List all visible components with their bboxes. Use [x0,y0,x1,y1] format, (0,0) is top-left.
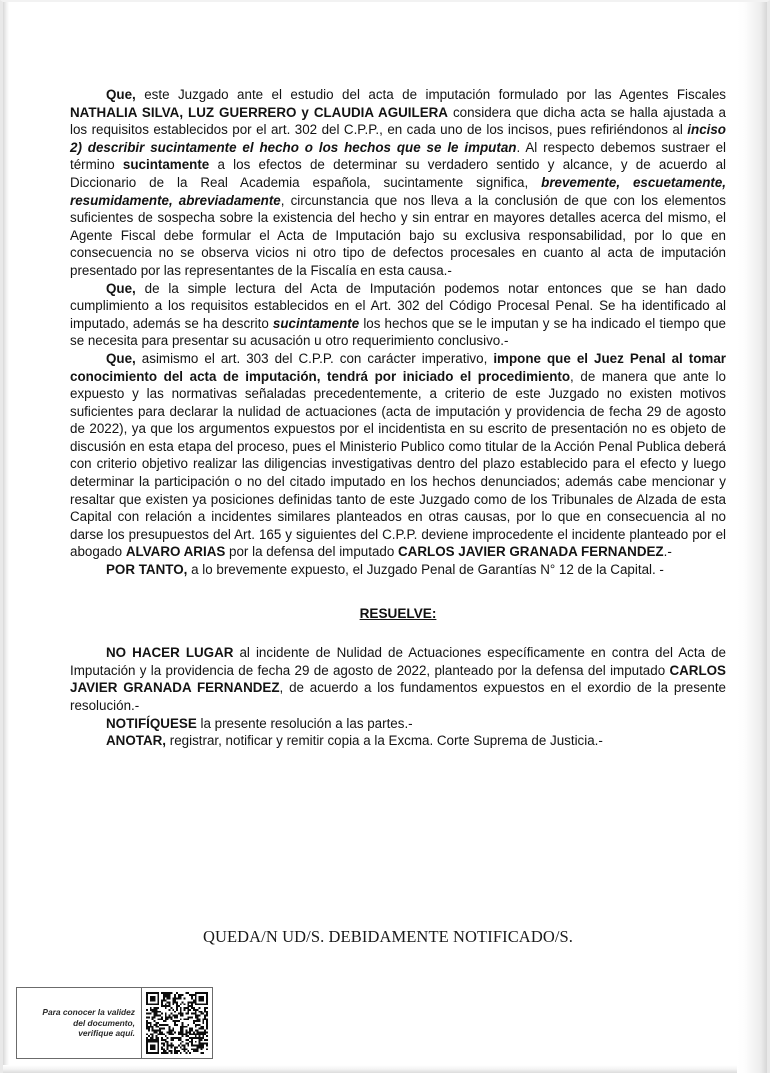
qr-code-icon[interactable] [142,988,212,1058]
paragraph-3: Que, asimismo el art. 303 del C.P.P. con carácter imperativo, impone que el Juez Penal al tomar conocimiento del acta de imputación, tendrá por iniciado el procedimiento, de manera que ante lo expuesto y las normativas señaladas precedentemente, a criterio de este Juzgado no existen motivos suficientes para declarar la nulidad de actuaciones (acta de imputación y providencia de fecha 29 de agosto de 2022), ya que los argumentos expuestos por el incidentista en su escrito de presentación no es objeto de discusión en esta etapa del proceso, pues el Ministerio Publico como titular de la Acción Penal Publica deberá con criterio objetivo realizar las diligencias investigativas dentro del plazo establecido para el efecto y luego determinar la participación o no del citado imputado en los hechos denunciados; además cabe mencionar y resaltar que existen ya posiciones definidas tanto de este Juzgado como de los Tribunales de Alzada de esta Capital con relación a incidentes similares planteados en otras causas, por lo que en consecuencia al no darse los presupuestos del Art. 165 y siguientes del C.P.P. deviene improcedente el incidente planteado por el abogado ALVARO ARIAS por la defensa del imputado CARLOS JAVIER GRANADA FERNANDEZ.- [70,350,726,560]
page-bottom-edge [3,1065,767,1073]
document-validation-stamp [16,987,213,1059]
paragraph-1: Que, este Juzgado ante el estudio del acta de imputación formulado por las Agentes Fiscales NATHALIA SILVA, LUZ GUERRERO y CLAUDIA AGUILERA considera que dicha acta se halla ajustada a los requisitos establecidos por el art. 302 del C.P.P., en cada uno de los incisos, pues refiriéndonos al inciso 2) describir sucintamente el hecho o los hechos que se le imputan. Al respecto debemos sustraer el término sucintamente a los efectos de determinar su verdadero sentido y alcance, y de acuerdo al Diccionario de la Real Academia española, sucintamente significa, brevemente, escuetamente, resumidamente, abreviadamente, circunstancia que nos lleva a la conclusión de que con los elementos suficientes de sospecha sobre la existencia del hecho y sin entrar en mayores detalles acerca del mismo, el Agente Fiscal debe formular el Acta de Imputación bajo su exclusiva responsabilidad, por lo que en consecuencia no se observa vicios ni otro tipo de defectos procesales en cuanto al acta de imputación presentado por las representantes de la Fiscalía en esta causa.- [70,87,726,278]
resolution-item-3: ANOTAR, registrar, notificar y remitir copia a la Excma. Corte Suprema de Justicia.- [106,733,603,749]
notification-statement: QUEDA/N UD/S. DEBIDAMENTE NOTIFICADO/S. [202,927,574,946]
qr-caption [17,988,142,1058]
qr-caption-line-2: del documento, [73,1017,135,1028]
paragraph-2: Que, de la simple lectura del Acta de Imputación podemos notar entonces que se han dado cumplimiento a los requisitos establecidos en el Art. 302 del Código Procesal Penal. Se ha identificado al imputado, además se ha descrito sucintamente los hechos que se le imputan y se ha indicado el tiempo que se necesita para presentar su acusación u otro requerimiento conclusivo.- [70,280,726,349]
paragraph-4: POR TANTO, a lo brevemente expuesto, el Juzgado Penal de Garantías N° 12 de la Capital. - [106,562,664,578]
spacer [70,579,726,605]
qr-caption-line-3: verifique aquí. [78,1028,135,1039]
resolution-item-2: NOTIFÍQUESE la presente resolución a las partes.- [106,715,413,731]
resuelve-heading: RESUELVE: [359,605,437,621]
resolution-item-1: NO HACER LUGAR al incidente de Nulidad de Actuaciones específicamente en contra del Acta de Imputación y la providencia de fecha 29 de agosto de 2022, planteado por la defensa del imputado CARLOS JAVIER GRANADA FERNANDEZ, de acuerdo a los fundamentos expuestos en el exordio de la presente resolución.- [70,645,726,713]
spacer [70,622,726,644]
document-body [70,86,726,750]
qr-caption-line-1: Para conocer la validez [42,1007,135,1018]
qr-code-graphic [146,992,208,1054]
